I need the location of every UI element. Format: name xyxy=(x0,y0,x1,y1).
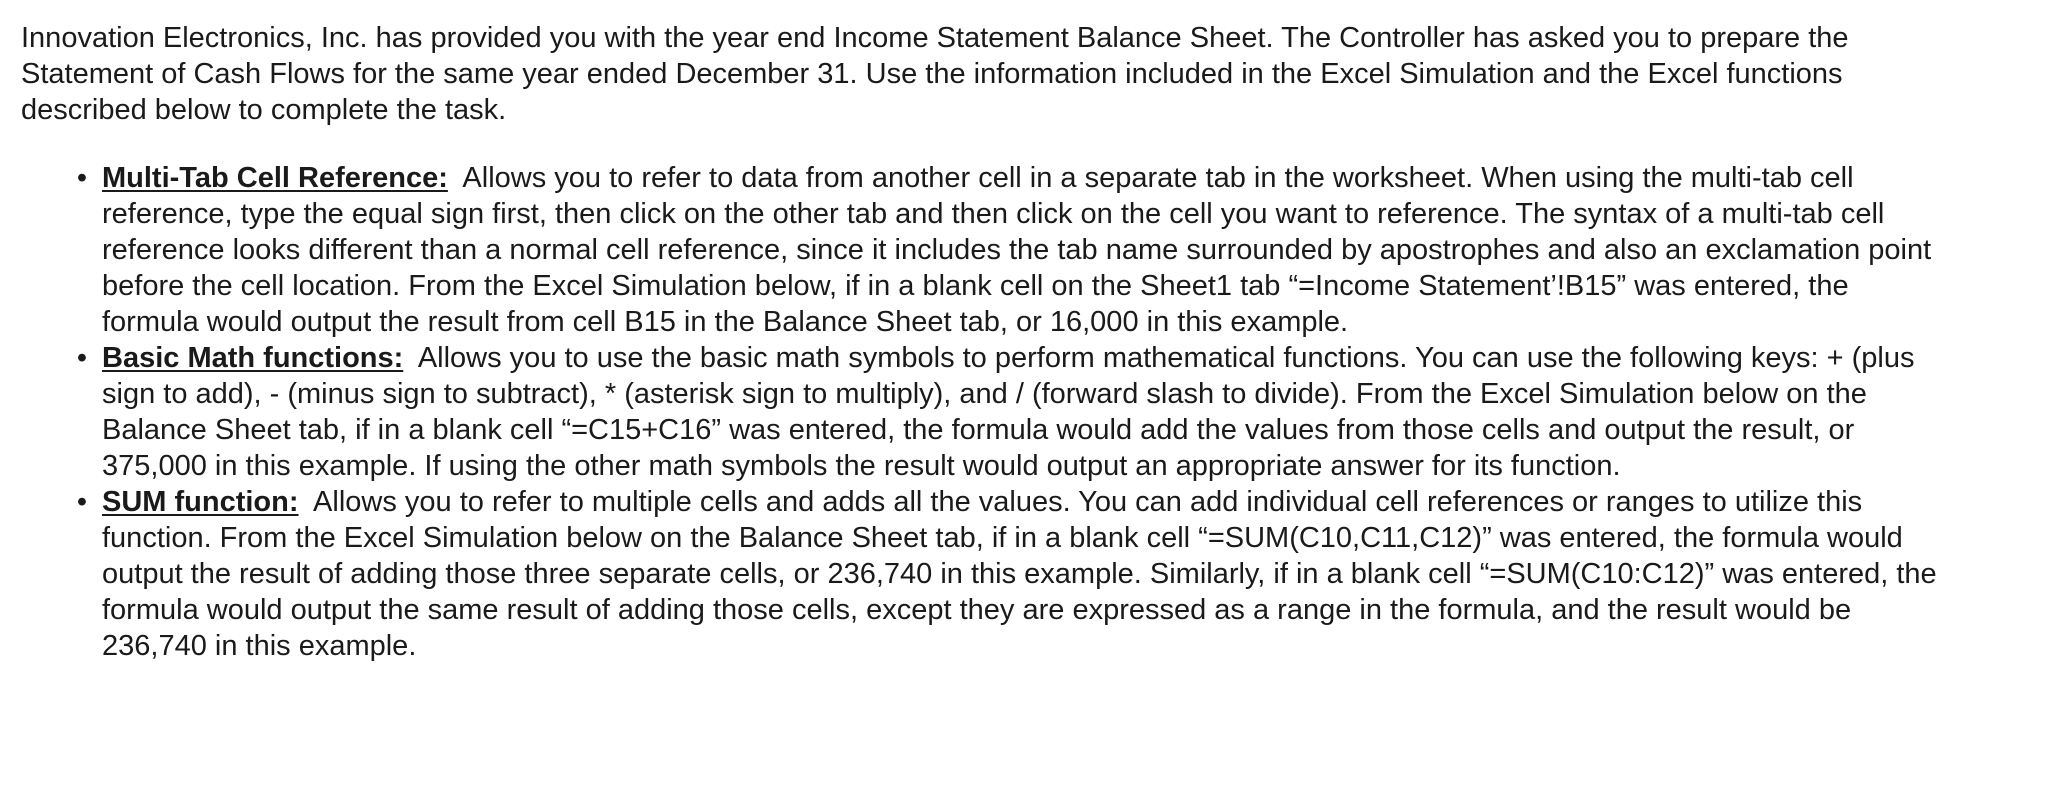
term-description: Allows you to refer to multiple cells and adds all the values. You can add individual cell references or ranges to utilize this function. From the Excel Simulation below on the Balance Sheet tab, if in a blank cell “=SUM(C10,C11,C12)” was entered, the formula would output the result of adding those three separate cells, or 236,740 in this example. Similarly, if in a blank cell “=SUM(C10:C12)” was entered, the formula would output the same result of adding those cells, except they are expressed as a range in the formula, and the result would be 236,740 in this example. xyxy=(102,486,1937,662)
bullet-icon: • xyxy=(76,162,88,194)
term-label: Basic Math functions: xyxy=(102,342,404,374)
list-item-basic-math-functions xyxy=(76,340,1946,484)
list-item-multi-tab-cell-reference xyxy=(76,160,1946,340)
term-label: Multi-Tab Cell Reference: xyxy=(102,162,448,194)
bullet-icon: • xyxy=(76,342,88,374)
excel-functions-list xyxy=(21,160,1946,664)
intro-paragraph: Innovation Electronics, Inc. has provided you with the year end Income Statement Balance Sheet. The Controller has asked you to prepare the Statement of Cash Flows for the same year ended December 31. Use the information included in the Excel Simulation and the Excel functions described below to complete the task. xyxy=(21,22,1849,126)
term-description: Allows you to use the basic math symbols to perform mathematical functions. You can use the following keys: + (plus sign to add), - (minus sign to subtract), * (asterisk sign to multiply), and / (forward slash to divide). From the Excel Simulation below on the Balance Sheet tab, if in a blank cell “=C15+C16” was entered, the formula would add the values from those cells and output the result, or 375,000 in this example. If using the other math symbols the result would output an appropriate answer for its function. xyxy=(102,342,1915,482)
term-description: Allows you to refer to data from another cell in a separate tab in the worksheet. When using the multi-tab cell reference, type the equal sign first, then click on the other tab and then click on the cell you want to reference. The syntax of a multi-tab cell reference looks different than a normal cell reference, since it includes the tab name surrounded by apostrophes and also an exclamation point before the cell location. From the Excel Simulation below, if in a blank cell on the Sheet1 tab “=Income Statement’!B15” was entered, the formula would output the result from cell B15 in the Balance Sheet tab, or 16,000 in this example. xyxy=(102,162,1932,338)
list-item-sum-function xyxy=(76,484,1946,664)
bullet-icon: • xyxy=(76,486,88,518)
term-label: SUM function: xyxy=(102,486,299,518)
